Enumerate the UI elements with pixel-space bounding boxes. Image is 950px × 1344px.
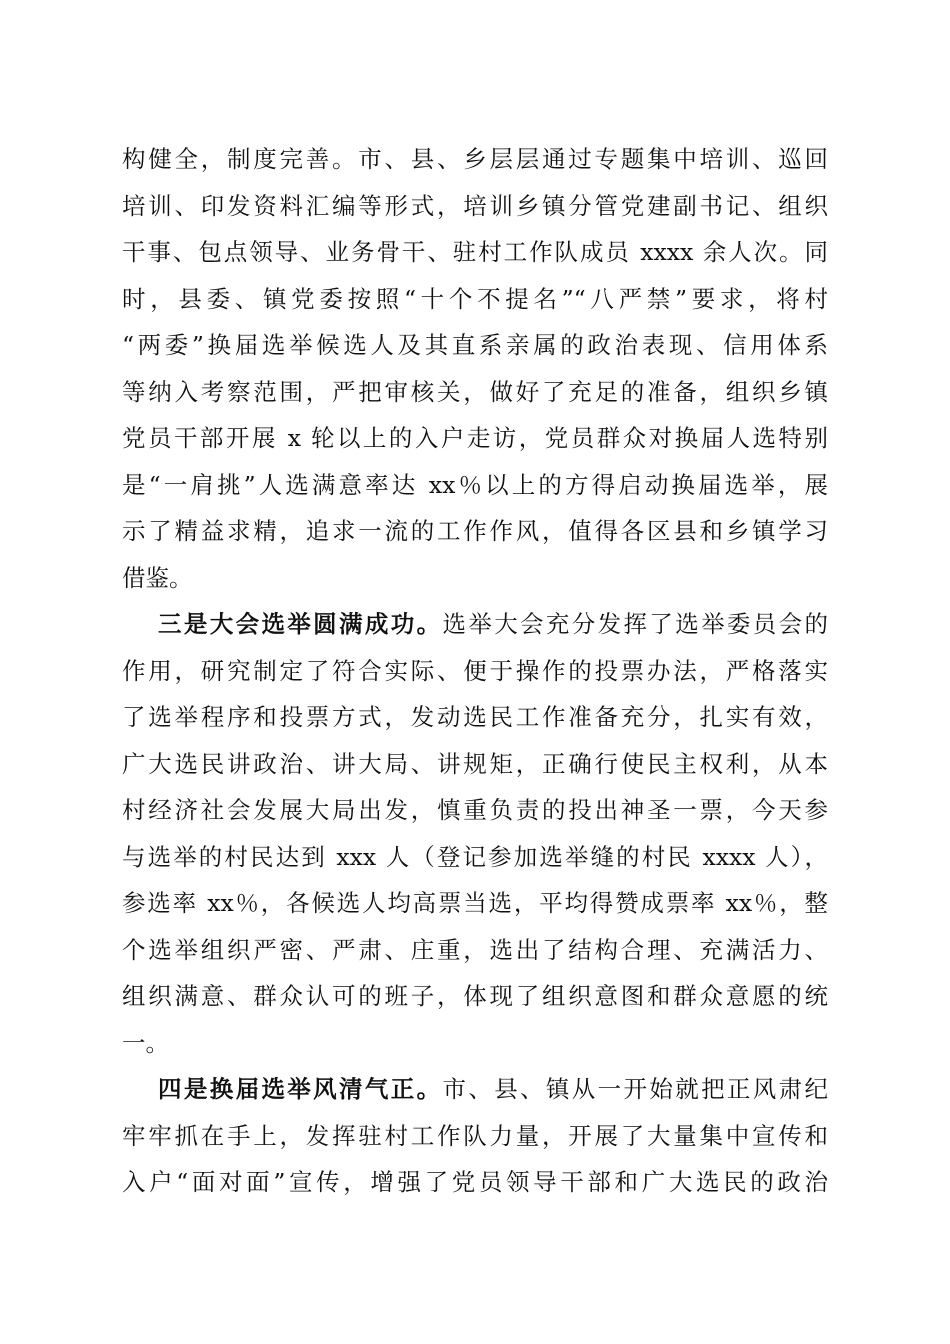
paragraph-2-line-7: 参选率 xx％，各候选人均高票当选，平均得赞成票率 xx％，整 — [122, 889, 828, 917]
paragraph-3-line-1 — [122, 1066, 828, 1113]
document-body — [122, 136, 828, 1206]
paragraph-2-line-3: 了选举程序和投票方式，发动选民工作准备充分，扎实有效， — [122, 703, 828, 731]
paragraph-1-line-9: 示了精益求精，追求一流的工作作风，值得各区县和乡镇学习 — [122, 517, 828, 545]
paragraph-1-line-5: “两委”换届选举候选人及其直系亲属的政治表现、信用体系 — [122, 331, 828, 359]
paragraph-2-line-10: 一。 — [122, 1028, 169, 1057]
paragraph-1-line-8: 是“一肩挑”人选满意率达 xx％以上的方得启动换届选举，展 — [122, 470, 828, 499]
paragraph-1-line-2: 培训、印发资料汇编等形式，培训乡镇分管党建副书记、组织 — [122, 191, 828, 220]
paragraph-2-line-4: 广大选民讲政治、讲大局、讲规矩，正确行使民主权利，从本 — [122, 749, 828, 778]
paragraph-3-line-3: 入户“面对面”宣传，增强了党员领导干部和广大选民的政治 — [122, 1168, 828, 1196]
paragraph-2-line-1 — [122, 601, 828, 648]
paragraph-3-line-1-rest: 市、县、镇从一开始就把正风肃纪 — [442, 1075, 829, 1103]
paragraph-1-line-7: 党员干部开展 x 轮以上的入户走访，党员群众对换届人选特别 — [122, 424, 828, 452]
paragraph-2-line-8: 个选举组织严密、严肃、庄重，选出了结构合理、充满活力、 — [122, 935, 828, 964]
paragraph-2-line-1-rest: 选举大会充分发挥了选举委员会的 — [442, 610, 829, 638]
paragraph-3 — [122, 1066, 828, 1206]
paragraph-2-heading: 三是大会选举圆满成功。 — [158, 610, 443, 638]
paragraph-3-heading: 四是换届选举风清气正。 — [158, 1075, 443, 1103]
paragraph-2-line-2: 作用，研究制定了符合实际、便于操作的投票办法，严格落实 — [122, 656, 828, 685]
paragraph-1-line-10: 借鉴。 — [122, 563, 193, 592]
paragraph-2-line-6: 与选举的村民达到 xxx 人（登记参加选举缝的村民 xxxx 人）， — [122, 842, 828, 871]
paragraph-1-line-3: 干事、包点领导、业务骨干、驻村工作队成员 xxxx 余人次。同 — [122, 238, 828, 266]
paragraph-3-line-2: 牢牢抓在手上，发挥驻村工作队力量，开展了大量集中宣传和 — [122, 1121, 828, 1150]
paragraph-2-line-5: 村经济社会发展大局出发，慎重负责的投出神圣一票，今天参 — [122, 796, 828, 824]
paragraph-1-line-6: 等纳入考察范围，严把审核关，做好了充足的准备，组织乡镇 — [122, 377, 828, 406]
paragraph-1-line-1: 构健全，制度完善。市、县、乡层层通过专题集中培训、巡回 — [122, 145, 828, 173]
paragraph-1 — [122, 136, 828, 601]
paragraph-2-line-9: 组织满意、群众认可的班子，体现了组织意图和群众意愿的统 — [122, 982, 828, 1010]
paragraph-2 — [122, 601, 828, 1066]
paragraph-1-line-4: 时，县委、镇党委按照“十个不提名”“八严禁”要求，将村 — [122, 284, 828, 313]
